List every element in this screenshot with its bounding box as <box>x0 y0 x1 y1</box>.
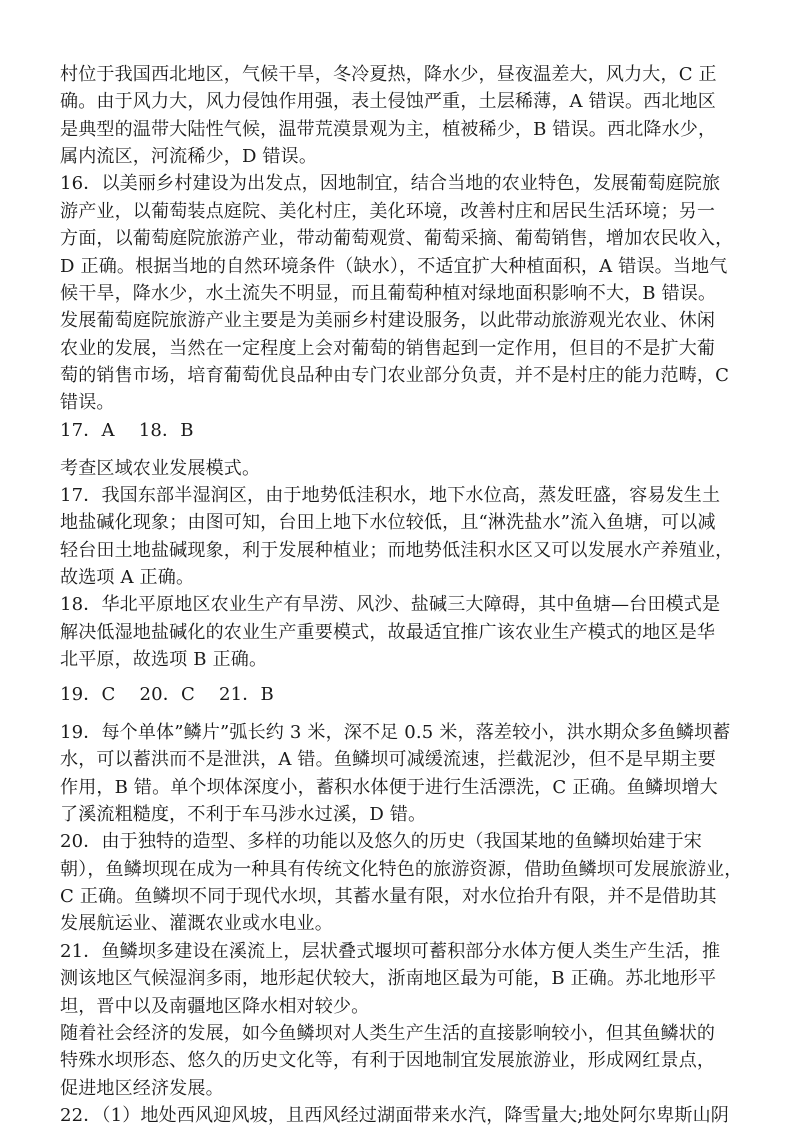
text-line: 促进地区经济发展。 <box>60 1078 224 1099</box>
answer-line: 19．C 20．C 21．B <box>60 684 274 705</box>
text-line: C 正确。鱼鳞坝不同于现代水坝，其蓄水量有限，对水位抬升有限，并不是借助其 <box>60 886 717 907</box>
text-line: 是典型的温带大陆性气候，温带荒漠景观为主，植被稀少，B 错误。西北降水少， <box>60 119 717 140</box>
text-line: 坦，晋中以及南疆地区降水相对较少。 <box>60 996 370 1017</box>
text-line: 18．华北平原地区农业生产有旱涝、风沙、盐碱三大障碍，其中鱼塘—台田模式是 <box>60 594 721 615</box>
text-line: 北平原，故选项 B 正确。 <box>60 649 268 670</box>
text-line: 村位于我国西北地区，气候干旱，冬冷夏热，降水少，昼夜温差大，风力大，C 正 <box>60 64 717 85</box>
text-line: 16．以美丽乡村建设为出发点，因地制宜，结合当地的农业特色，发展葡萄庭院旅 <box>60 173 721 194</box>
text-line: 确。由于风力大，风力侵蚀作用强，表土侵蚀严重，土层稀薄，A 错误。西北地区 <box>60 91 716 112</box>
text-line: 候干旱，降水少，水土流失不明显，而且葡萄种植对绿地面积影响不大，B 错误。 <box>60 283 717 304</box>
text-line: 特殊水坝形态、悠久的历史文化等，有利于因地制宜发展旅游业，形成网红景点， <box>60 1050 716 1071</box>
text-line: 方面，以葡萄庭院旅游产业，带动葡萄观赏、葡萄采摘、葡萄销售，增加农民收入， <box>60 228 734 249</box>
text-line: 发展航运业、灌溉农业或水电业。 <box>60 913 333 934</box>
text-line: 水，可以蓄洪而不是泄洪，A 错。鱼鳞坝可减缓流速，拦截泥沙，但不是早期主要 <box>60 749 716 770</box>
text-line: 22．（1）地处西风迎风坡，且西风经过湖面带来水汽，降雪量大;地处阿尔卑斯山阴 <box>60 1105 729 1126</box>
text-line: 属内流区，河流稀少，D 错误。 <box>60 146 318 167</box>
text-line: 21．鱼鳞坝多建设在溪流上，层状叠式堰坝可蓄积部分水体方便人类生产生活，推 <box>60 941 721 962</box>
text-line: 故选项 A 正确。 <box>60 567 195 588</box>
text-line: 作用，B 错。单个坝体深度小，蓄积水体便于进行生活漂洗，C 正确。鱼鳞坝增大 <box>60 777 718 798</box>
text-line: 发展葡萄庭院旅游产业主要是为美丽乡村建设服务，以此带动旅游观光农业、休闲 <box>60 310 716 331</box>
text-line: 了溪流粗糙度，不利于车马涉水过溪，D 错。 <box>60 804 427 825</box>
text-line: 游产业，以葡萄装点庭院、美化村庄，美化环境，改善村庄和居民生活环境；另一 <box>60 201 716 222</box>
text-line: 萄的销售市场，培育葡萄优良品种由专门农业部分负责，并不是村庄的能力范畴，C <box>60 365 730 386</box>
text-line: 轻台田土地盐碱现象，利于发展种植业；而地势低洼积水区又可以发展水产养殖业， <box>60 540 734 561</box>
text-line: D 正确。根据当地的自然环境条件（缺水），不适宜扩大种植面积，A 错误。当地气 <box>60 256 728 277</box>
text-line: 测该地区气候湿润多雨，地形起伏较大，浙南地区最为可能，B 正确。苏北地形平 <box>60 968 717 989</box>
text-line: 农业的发展，当然在一定程度上会对葡萄的销售起到一定作用，但目的不是扩大葡 <box>60 338 716 359</box>
text-line: 17．我国东部半湿润区，由于地势低洼积水，地下水位高，蒸发旺盛，容易发生土 <box>60 485 721 506</box>
text-line: 解决低湿地盐碱化的农业生产重要模式，故最适宜推广该农业生产模式的地区是华 <box>60 622 716 643</box>
text-line: 错误。 <box>60 392 115 413</box>
text-line: 地盐碱化现象；由图可知，台田上地下水位较低，且“淋洗盐水”流入鱼塘，可以减 <box>60 512 716 533</box>
text-line: 考查区域农业发展模式。 <box>60 458 261 479</box>
text-line: 20．由于独特的造型、多样的功能以及悠久的历史（我国某地的鱼鳞坝始建于宋 <box>60 831 702 852</box>
text-line: 随着社会经济的发展，如今鱼鳞坝对人类生产生活的直接影响较小，但其鱼鳞状的 <box>60 1023 716 1044</box>
text-line: 19．每个单体”鳞片”弧长约 3 米，深不足 0.5 米，落差较小，洪水期众多鱼鳞坝蓄 <box>60 722 731 743</box>
answer-line: 17．A 18．B <box>60 420 194 441</box>
text-line: 朝），鱼鳞坝现在成为一种具有传统文化特色的旅游资源，借助鱼鳞坝可发展旅游业， <box>60 859 743 880</box>
